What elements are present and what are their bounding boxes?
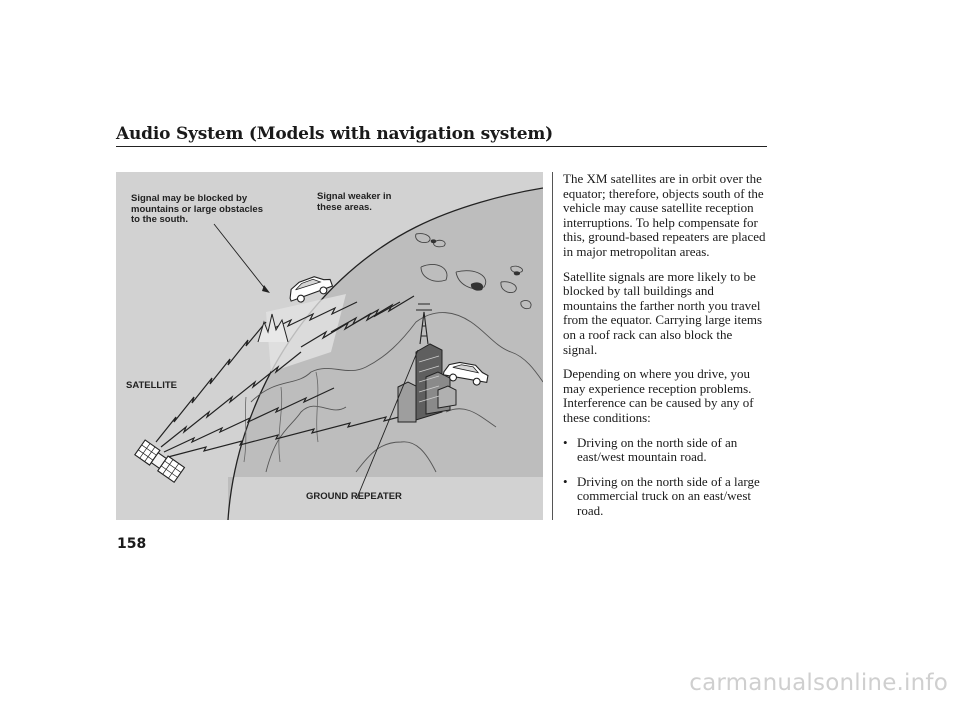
bullet-icon: •: [563, 473, 568, 489]
list-item: [563, 475, 769, 519]
paragraph-xm-orbit: The XM satellites are in orbit over the equator; therefore, objects south of the vehicle may cause satellite reception interruptions. To help compensate for this, ground-based repeaters are placed in major metropolitan areas.: [563, 171, 766, 259]
paragraph-reception-problems: Depending on where you drive, you may experience reception problems. Interference can be caused by any of these conditions:: [563, 366, 754, 425]
callout-signal-weaker: Signal weaker in these areas.: [317, 191, 392, 213]
callout-signal-blocked: Signal may be blocked by mountains or large obstacles to the south.: [131, 193, 263, 225]
bullet-icon: •: [563, 434, 568, 450]
section-title: Audio System (Models with navigation system): [116, 124, 553, 144]
body-text-column: [563, 172, 769, 528]
list-item-text: Driving on the north side of an east/west mountain road.: [577, 434, 738, 465]
list-item-text: Driving on the north side of a large commercial truck on an east/west road.: [577, 473, 760, 518]
satellite-reception-illustration: [116, 172, 543, 520]
paragraph-signal-blocking: Satellite signals are more likely to be blocked by tall buildings and mountains the farther north you travel from the equator. Carrying large items on a roof rack can also block the signal.: [563, 268, 763, 357]
watermark: carmanualsonline.info: [689, 670, 948, 696]
list-item: [563, 436, 769, 465]
header-rule: [116, 146, 767, 147]
label-ground-repeater: GROUND REPEATER: [306, 491, 402, 502]
label-satellite: SATELLITE: [126, 380, 178, 391]
column-divider: [552, 172, 553, 520]
page-number: 158: [117, 536, 147, 552]
